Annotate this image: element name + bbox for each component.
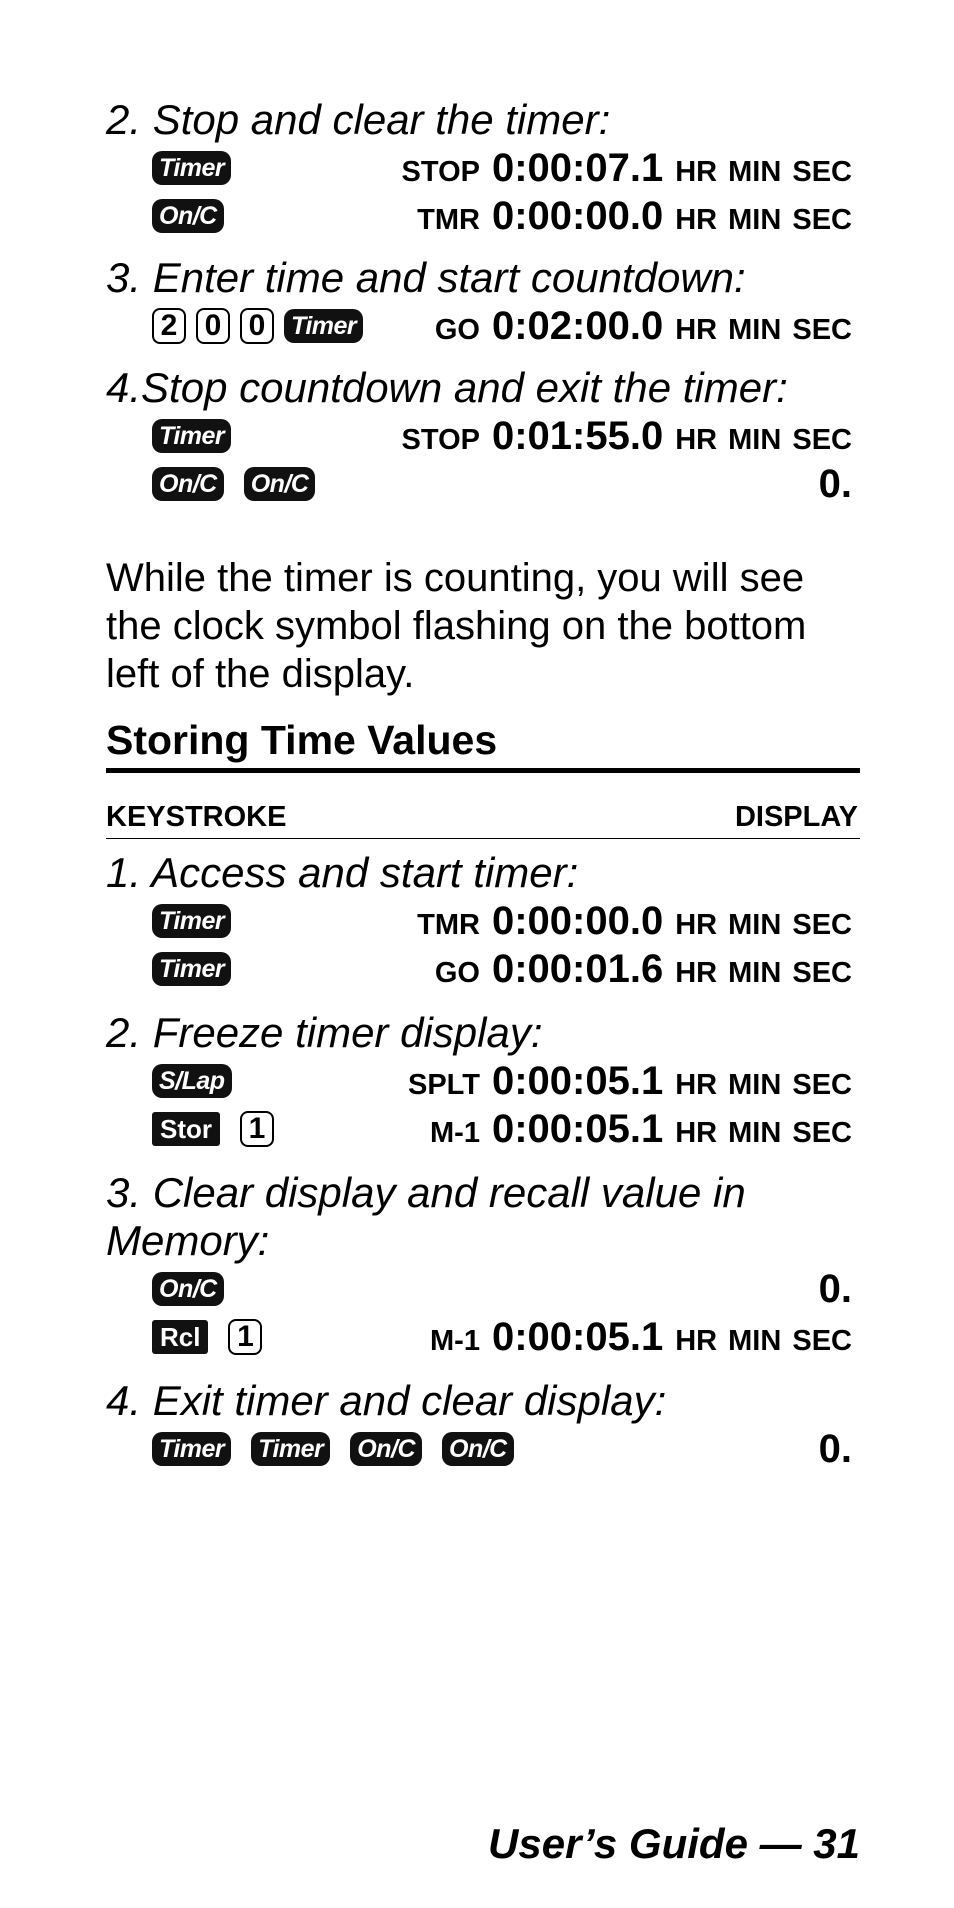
keystroke-row bbox=[106, 412, 860, 460]
on-c-key: On/C bbox=[152, 1272, 224, 1306]
display-readout bbox=[402, 414, 852, 459]
display-unit: HR MIN SEC bbox=[675, 313, 852, 346]
split-lap-key: S/Lap bbox=[152, 1064, 232, 1098]
display-value: 0. bbox=[818, 1426, 852, 1471]
timer-key: Timer bbox=[251, 1432, 330, 1466]
display-value: 0:00:00.0 bbox=[491, 898, 664, 943]
display-unit: HR MIN SEC bbox=[675, 1068, 852, 1101]
keystroke-row bbox=[106, 1265, 860, 1313]
step-title: 2. Freeze timer display: bbox=[106, 1009, 543, 1056]
display-value: 0:00:05.1 bbox=[491, 1106, 664, 1151]
display-unit: HR MIN SEC bbox=[675, 203, 852, 236]
step-title: 3. Clear display and recall value in bbox=[106, 1169, 746, 1216]
display-readout bbox=[819, 462, 852, 507]
timer-key: Timer bbox=[152, 151, 231, 185]
display-unit: HR MIN SEC bbox=[675, 1116, 852, 1149]
digit-0-key: 0 bbox=[240, 308, 274, 344]
display-value: 0:00:00.0 bbox=[491, 193, 664, 238]
display-value: 0:00:07.1 bbox=[491, 145, 664, 190]
display-prefix: SPLT bbox=[408, 1068, 480, 1101]
step-title: 4.Stop countdown and exit the timer: bbox=[106, 364, 788, 411]
step-title: 1. Access and start timer: bbox=[106, 849, 579, 896]
keystroke-row bbox=[106, 1425, 860, 1473]
timer-key: Timer bbox=[284, 309, 363, 343]
display-readout bbox=[402, 146, 852, 191]
timer-key: Timer bbox=[152, 904, 231, 938]
display-value: 0. bbox=[818, 461, 852, 506]
keystroke-row bbox=[106, 144, 860, 192]
display-readout bbox=[430, 1315, 852, 1360]
keystroke-row bbox=[106, 1105, 860, 1153]
on-c-key: On/C bbox=[244, 467, 316, 501]
page-content bbox=[106, 96, 860, 1473]
timer-key: Timer bbox=[152, 1432, 231, 1466]
table-header bbox=[106, 801, 860, 839]
display-prefix: GO bbox=[434, 956, 480, 989]
on-c-key: On/C bbox=[350, 1432, 422, 1466]
display-prefix: GO bbox=[434, 313, 480, 346]
keystroke-row bbox=[106, 1313, 860, 1361]
keystroke-row bbox=[106, 945, 860, 993]
display-prefix: M-1 bbox=[430, 1116, 480, 1149]
keystroke-row bbox=[106, 1057, 860, 1105]
on-c-key: On/C bbox=[152, 199, 224, 233]
display-value: 0:01:55.0 bbox=[491, 413, 664, 458]
step-title-continued: Memory: bbox=[106, 1217, 270, 1264]
display-prefix: STOP bbox=[401, 423, 480, 456]
display-value: 0:00:05.1 bbox=[491, 1314, 664, 1359]
on-c-key: On/C bbox=[152, 467, 224, 501]
step-title: 4. Exit timer and clear display: bbox=[106, 1377, 667, 1424]
display-readout bbox=[417, 194, 852, 239]
keystroke-row bbox=[106, 460, 860, 508]
digit-2-key: 2 bbox=[152, 308, 186, 344]
display-readout bbox=[819, 1267, 852, 1312]
body-paragraph: While the timer is counting, you will see the clock symbol flashing on the bottom left of the display. bbox=[106, 556, 807, 696]
display-prefix: M-1 bbox=[430, 1324, 480, 1357]
store-key: Stor bbox=[152, 1112, 220, 1146]
keystroke-row bbox=[106, 897, 860, 945]
display-readout bbox=[408, 1059, 852, 1104]
display-unit: HR MIN SEC bbox=[675, 423, 852, 456]
display-unit: HR MIN SEC bbox=[675, 956, 852, 989]
digit-1-key: 1 bbox=[240, 1111, 274, 1147]
display-readout bbox=[435, 947, 852, 992]
display-value: 0. bbox=[818, 1266, 852, 1311]
display-value: 0:00:05.1 bbox=[491, 1058, 664, 1103]
display-readout bbox=[417, 899, 852, 944]
display-readout bbox=[435, 304, 852, 349]
digit-1-key: 1 bbox=[228, 1319, 262, 1355]
on-c-key: On/C bbox=[442, 1432, 514, 1466]
section-title: Storing Time Values bbox=[106, 716, 860, 773]
display-readout bbox=[819, 1427, 852, 1472]
display-unit: HR MIN SEC bbox=[675, 1324, 852, 1357]
keystroke-row bbox=[106, 302, 860, 350]
recall-key: Rcl bbox=[152, 1320, 208, 1354]
display-prefix: STOP bbox=[401, 155, 480, 188]
column-header-display: DISPLAY bbox=[734, 801, 858, 833]
step-title: 2. Stop and clear the timer: bbox=[106, 96, 611, 143]
display-unit: HR MIN SEC bbox=[675, 155, 852, 188]
display-prefix: TMR bbox=[417, 203, 480, 236]
display-value: 0:02:00.0 bbox=[491, 303, 664, 348]
display-value: 0:00:01.6 bbox=[491, 946, 664, 991]
display-unit: HR MIN SEC bbox=[675, 908, 852, 941]
keystroke-row bbox=[106, 192, 860, 240]
timer-key: Timer bbox=[152, 419, 231, 453]
display-readout bbox=[430, 1107, 852, 1152]
column-header-keystroke: KEYSTROKE bbox=[106, 801, 287, 833]
timer-key: Timer bbox=[152, 952, 231, 986]
digit-0-key: 0 bbox=[196, 308, 230, 344]
page-footer: User’s Guide — 31 bbox=[488, 1820, 860, 1867]
display-prefix: TMR bbox=[417, 908, 480, 941]
step-title: 3. Enter time and start countdown: bbox=[106, 254, 746, 301]
